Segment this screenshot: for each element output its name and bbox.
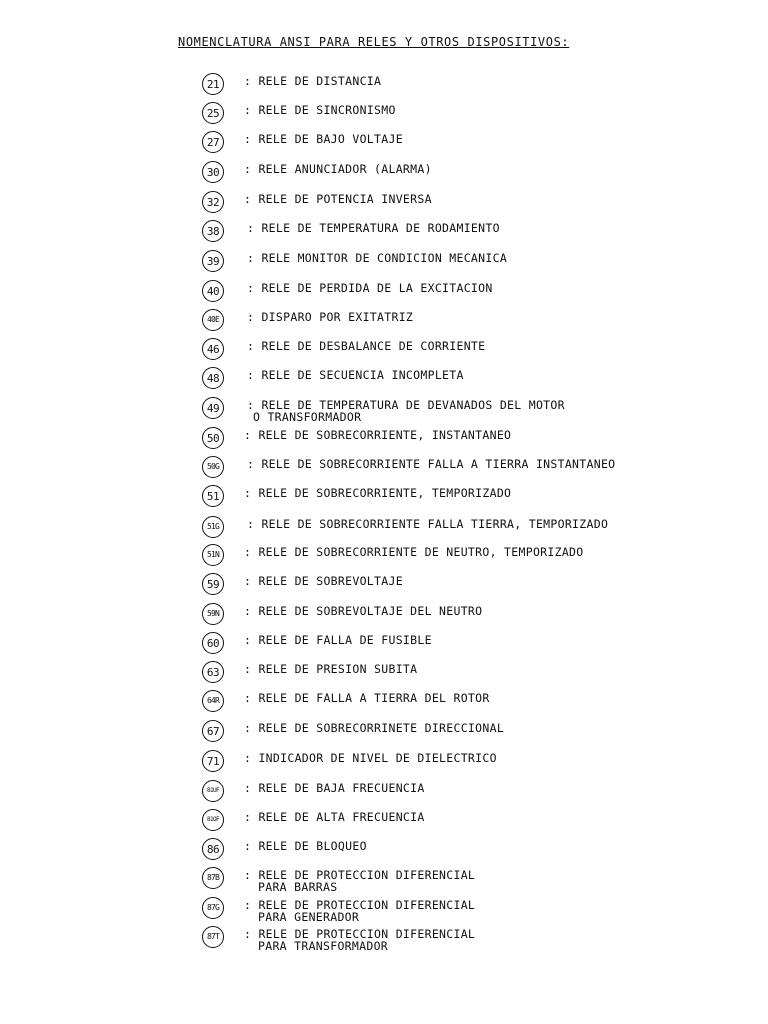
list-item (200, 397, 720, 424)
list-item (200, 838, 720, 862)
relay-description (244, 928, 475, 952)
relay-code-badge: 87B (202, 867, 224, 889)
list-item (200, 456, 720, 480)
relay-code-badge: 40 (202, 280, 224, 302)
relay-code-badge: 49 (202, 397, 224, 419)
relay-description-line: : RELE DE PRESION SUBITA (244, 662, 418, 676)
relay-description-line: : RELE DE SOBRECORRIENTE, TEMPORIZADO (244, 486, 512, 500)
relay-description (244, 634, 432, 646)
relay-description (247, 399, 565, 423)
relay-description (247, 282, 493, 294)
relay-description (247, 222, 500, 234)
relay-description (244, 429, 511, 441)
relay-code-badge: 59 (202, 573, 224, 595)
relay-description-line: : RELE DE SECUENCIA INCOMPLETA (247, 368, 464, 382)
relay-description (244, 193, 432, 205)
list-item (200, 516, 720, 540)
relay-description (247, 458, 615, 470)
relay-description (244, 546, 584, 558)
relay-description-line: : RELE DE ALTA FRECUENCIA (244, 810, 425, 824)
list-item (200, 544, 720, 568)
relay-description (247, 369, 464, 381)
relay-description-line: : RELE MONITOR DE CONDICION MECANICA (247, 251, 508, 265)
relay-description (244, 782, 425, 794)
list-item (200, 280, 720, 304)
relay-description-line: : RELE DE DISTANCIA (244, 74, 382, 88)
list-item (200, 485, 720, 509)
list-item (200, 250, 720, 274)
relay-code-badge: 30 (202, 161, 224, 183)
relay-description (244, 722, 504, 734)
list-item (200, 750, 720, 774)
page-title: NOMENCLATURA ANSI PARA RELES Y OTROS DISPOSITIVOS: (178, 35, 570, 49)
relay-description (244, 605, 482, 617)
list-item (200, 573, 720, 597)
relay-description (244, 869, 475, 893)
relay-description-line: : RELE DE POTENCIA INVERSA (244, 192, 432, 206)
relay-description-line: : RELE DE SINCRONISMO (244, 103, 396, 117)
relay-description-line: : RELE DE BAJO VOLTAJE (244, 132, 403, 146)
relay-description (244, 104, 396, 116)
relay-description-line: : RELE DE SOBRECORRIENTE FALLA A TIERRA INSTANTANEO (247, 457, 616, 471)
relay-code-badge: 21 (202, 73, 224, 95)
relay-description (247, 252, 507, 264)
list-item (200, 191, 720, 215)
list-item (200, 427, 720, 451)
relay-code-badge: 67 (202, 720, 224, 742)
list-item (200, 661, 720, 685)
relay-description-line: : RELE DE TEMPERATURA DE RODAMIENTO (247, 221, 500, 235)
relay-description-continuation: PARA TRANSFORMADOR (258, 939, 389, 953)
relay-code-badge: 40E (202, 309, 224, 331)
relay-description-continuation: O TRANSFORMADOR (253, 410, 362, 424)
relay-code-badge: 38 (202, 220, 224, 242)
relay-code-badge: 32 (202, 191, 224, 213)
relay-description-line: : RELE DE FALLA DE FUSIBLE (244, 633, 432, 647)
list-item (200, 338, 720, 362)
relay-description-line: : RELE DE SOBRECORRINETE DIRECCIONAL (244, 721, 505, 735)
list-item (200, 780, 720, 804)
relay-code-badge: 59N (202, 603, 224, 625)
relay-description (244, 692, 490, 704)
relay-description-line: : RELE DE FALLA A TIERRA DEL ROTOR (244, 691, 490, 705)
relay-description (244, 899, 475, 923)
relay-description-line: : RELE DE TEMPERATURA DE DEVANADOS DEL MOTOR (247, 398, 565, 412)
relay-description (244, 663, 417, 675)
relay-description-line: : RELE DE SOBRECORRIENTE DE NEUTRO, TEMPORIZADO (244, 545, 584, 559)
list-item (200, 161, 720, 185)
relay-description (244, 752, 497, 764)
relay-description-line: : RELE ANUNCIADOR (ALARMA) (244, 162, 432, 176)
relay-description-line: : RELE DE PERDIDA DE LA EXCITACION (247, 281, 493, 295)
list-item (200, 73, 720, 97)
relay-description (247, 340, 485, 352)
relay-description-line: : RELE DE SOBREVOLTAJE DEL NEUTRO (244, 604, 483, 618)
relay-code-badge: 48 (202, 367, 224, 389)
relay-code-badge: 46 (202, 338, 224, 360)
relay-description (244, 840, 367, 852)
list-item (200, 367, 720, 391)
list-item (200, 720, 720, 744)
relay-description (244, 487, 511, 499)
list-item (200, 809, 720, 833)
relay-code-badge: 50 (202, 427, 224, 449)
relay-description-line: : RELE DE BAJA FRECUENCIA (244, 781, 425, 795)
relay-code-badge: 81UF (202, 780, 224, 802)
relay-description (244, 75, 381, 87)
relay-description-line: : INDICADOR DE NIVEL DE DIELECTRICO (244, 751, 497, 765)
relay-code-badge: 27 (202, 131, 224, 153)
list-item (200, 603, 720, 627)
relay-description-line: : RELE DE PROTECCION DIFERENCIAL (244, 868, 476, 882)
relay-description-line: : RELE DE PROTECCION DIFERENCIAL (244, 927, 476, 941)
relay-code-badge: 51G (202, 516, 224, 538)
relay-code-badge: 25 (202, 102, 224, 124)
list-item (200, 102, 720, 126)
list-item (200, 867, 720, 894)
relay-code-badge: 71 (202, 750, 224, 772)
list-item (200, 131, 720, 155)
relay-code-badge: 86 (202, 838, 224, 860)
list-item (200, 926, 720, 953)
relay-code-badge: 63 (202, 661, 224, 683)
relay-code-badge: 60 (202, 632, 224, 654)
relay-description-continuation: PARA GENERADOR (258, 910, 360, 924)
relay-code-badge: 51N (202, 544, 224, 566)
relay-description-line: : RELE DE PROTECCION DIFERENCIAL (244, 898, 476, 912)
relay-description (247, 518, 608, 530)
list-item (200, 897, 720, 924)
relay-description (244, 163, 432, 175)
relay-description-line: : RELE DE SOBREVOLTAJE (244, 574, 403, 588)
relay-description (244, 811, 425, 823)
relay-code-badge: 81OF (202, 809, 224, 831)
relay-description (244, 575, 403, 587)
list-item (200, 632, 720, 656)
relay-code-badge: 87T (202, 926, 224, 948)
relay-code-badge: 64R (202, 690, 224, 712)
relay-description (244, 133, 403, 145)
relay-description-continuation: PARA BARRAS (258, 880, 338, 894)
list-item (200, 690, 720, 714)
relay-code-badge: 50G (202, 456, 224, 478)
relay-code-badge: 39 (202, 250, 224, 272)
relay-description (247, 311, 413, 323)
list-item (200, 309, 720, 333)
relay-code-badge: 51 (202, 485, 224, 507)
relay-description-line: : RELE DE DESBALANCE DE CORRIENTE (247, 339, 486, 353)
list-item (200, 220, 720, 244)
relay-description-line: : DISPARO POR EXITATRIZ (247, 310, 414, 324)
relay-description-line: : RELE DE SOBRECORRIENTE FALLA TIERRA, TEMPORIZADO (247, 517, 609, 531)
relay-description-line: : RELE DE BLOQUEO (244, 839, 367, 853)
relay-code-badge: 87G (202, 897, 224, 919)
relay-description-line: : RELE DE SOBRECORRIENTE, INSTANTANEO (244, 428, 512, 442)
